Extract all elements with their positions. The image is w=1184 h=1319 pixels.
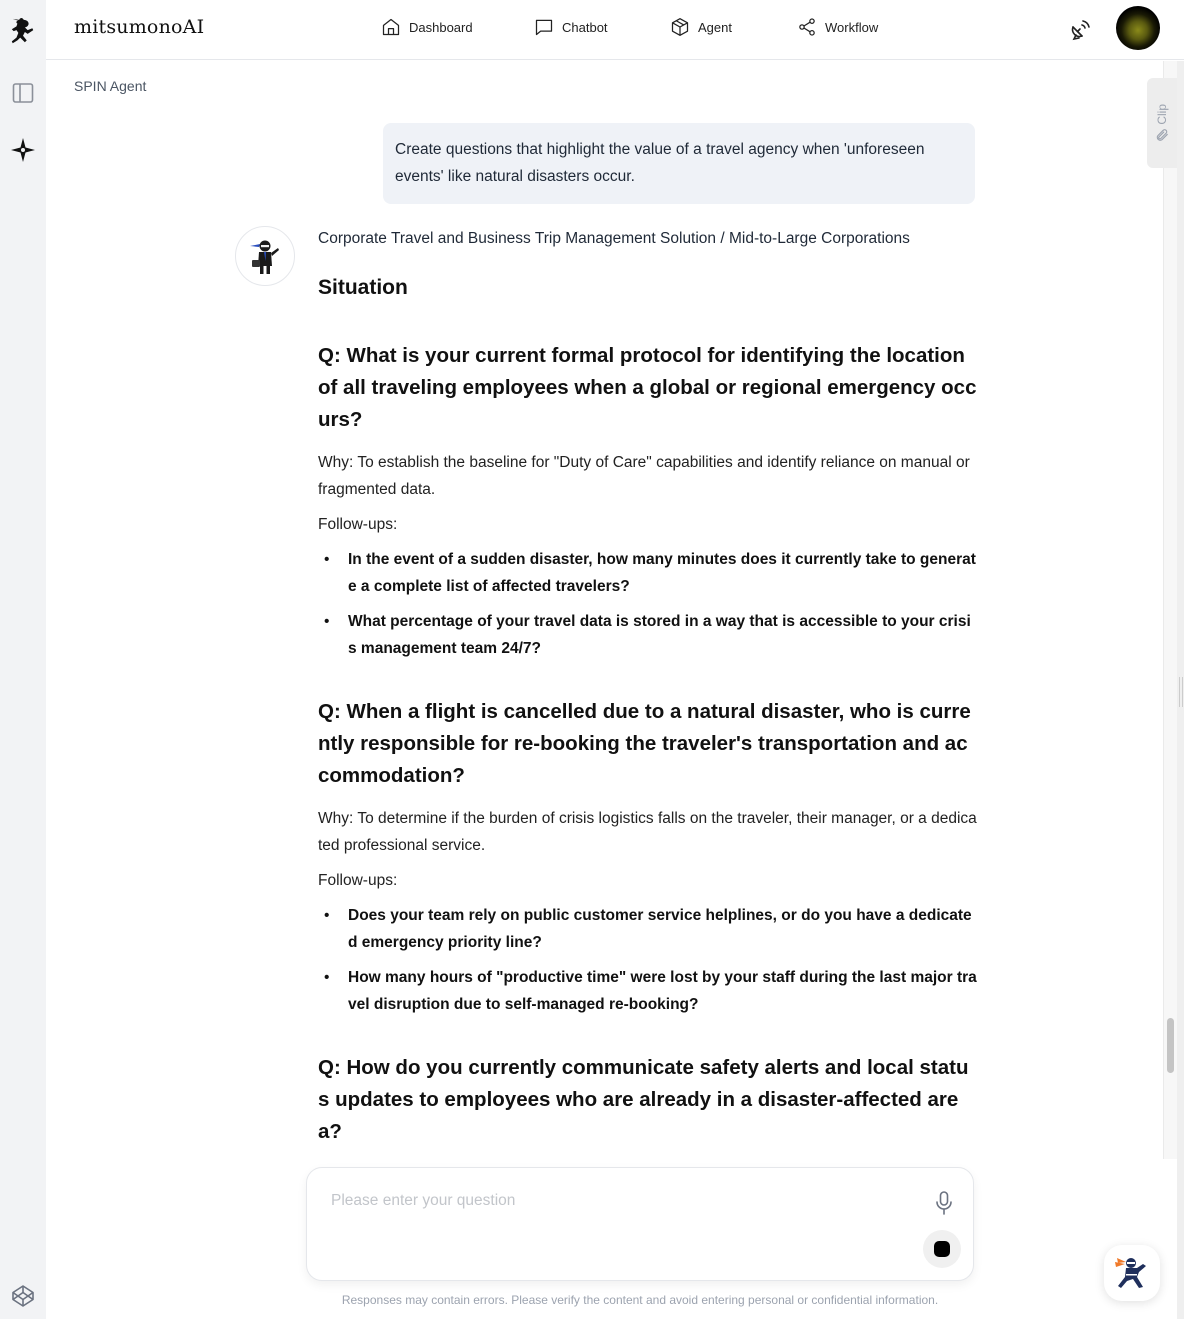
paperclip-icon	[1155, 128, 1169, 142]
cube-icon	[670, 17, 690, 37]
top-bar	[46, 0, 1184, 60]
nav-chatbot[interactable]	[534, 17, 608, 37]
question-block	[318, 1052, 978, 1148]
left-rail	[0, 0, 46, 1319]
breadcrumb: SPIN Agent	[74, 78, 147, 94]
chat-bubble-icon	[534, 17, 554, 37]
question-rationale: Why: To determine if the burden of crisis logistics falls on the traveler, their manager, or a dedicated professional service.	[318, 810, 977, 854]
nav-workflow-label: Workflow	[825, 19, 879, 35]
chat-transcript	[46, 61, 1163, 1159]
followups-label: Follow-ups:	[318, 872, 398, 889]
codepen-icon[interactable]	[9, 1282, 37, 1310]
nav-dashboard-label: Dashboard	[409, 19, 473, 35]
response-context: Corporate Travel and Business Trip Management Solution / Mid-to-Large Corporations	[318, 230, 910, 247]
section-heading: Situation	[318, 276, 408, 299]
brand-name[interactable]: mitsumonoAI	[74, 16, 205, 38]
question-title: Q: When a flight is cancelled due to a natural disaster, who is currently responsible for re-booking the traveler's transportation and accommodation?	[318, 700, 971, 787]
shuriken-icon[interactable]	[9, 136, 37, 164]
assistant-fab-button[interactable]	[1104, 1245, 1160, 1301]
question-rationale: Why: To establish the baseline for "Duty of Care" capabilities and identify reliance on manual or fragmented data.	[318, 454, 970, 498]
nav-agent-label: Agent	[698, 19, 732, 35]
question-block	[318, 696, 978, 1018]
followups-label: Follow-ups:	[318, 516, 398, 533]
bot-avatar	[235, 226, 295, 286]
question-title: Q: What is your current formal protocol for identifying the location of all traveling employees when a global or regional emergency occurs?	[318, 344, 977, 431]
clip-tab[interactable]	[1147, 78, 1177, 168]
satellite-dish-icon[interactable]	[1068, 16, 1094, 42]
nav-workflow[interactable]	[797, 17, 878, 37]
home-icon	[381, 17, 401, 37]
scrollbar-thumb[interactable]	[1167, 1018, 1174, 1073]
ninja-assistant-icon	[1113, 1255, 1151, 1291]
stop-button[interactable]	[923, 1230, 961, 1268]
user-avatar[interactable]	[1116, 6, 1160, 50]
disclaimer: Responses may contain errors. Please verify the content and avoid entering personal or confidential information.	[341, 1293, 939, 1307]
microphone-button[interactable]	[933, 1190, 955, 1216]
followup-item: • How many hours of "productive time" were lost by your staff during the last major travel disruption due to self-managed re-booking?	[318, 964, 978, 1018]
microphone-icon	[933, 1190, 955, 1216]
share-nodes-icon	[797, 17, 817, 37]
followup-item: • What percentage of your travel data is stored in a way that is accessible to your crisis management team 24/7?	[318, 608, 978, 662]
followups-list	[318, 546, 978, 662]
question-block	[318, 340, 978, 662]
question-title: Q: How do you currently communicate safety alerts and local status updates to employees who are already in a disaster-affected area?	[318, 1056, 969, 1143]
clip-label: Clip	[1155, 103, 1169, 125]
followup-item: • In the event of a sudden disaster, how many minutes does it currently take to generate a complete list of affected travelers?	[318, 546, 978, 600]
sidebar-toggle-icon[interactable]	[9, 79, 37, 107]
followups-list	[318, 902, 978, 1018]
panel-resize-handle[interactable]	[1179, 677, 1183, 707]
stop-icon	[934, 1241, 950, 1257]
question-input[interactable]	[331, 1188, 921, 1214]
ninja-businessman-icon	[248, 236, 282, 276]
nav-chatbot-label: Chatbot	[562, 19, 608, 35]
user-message: Create questions that highlight the value of a travel agency when 'unforeseen events' like natural disasters occur.	[383, 123, 975, 204]
bot-response	[318, 226, 978, 1159]
chat-scrollbar[interactable]	[1163, 61, 1177, 1159]
followup-item: • Does your team rely on public customer service helplines, or do you have a dedicated emergency priority line?	[318, 902, 978, 956]
message-composer	[306, 1167, 974, 1281]
nav-agent[interactable]	[670, 17, 732, 37]
ninja-logo-icon[interactable]	[9, 18, 37, 46]
nav-dashboard[interactable]	[381, 17, 473, 37]
